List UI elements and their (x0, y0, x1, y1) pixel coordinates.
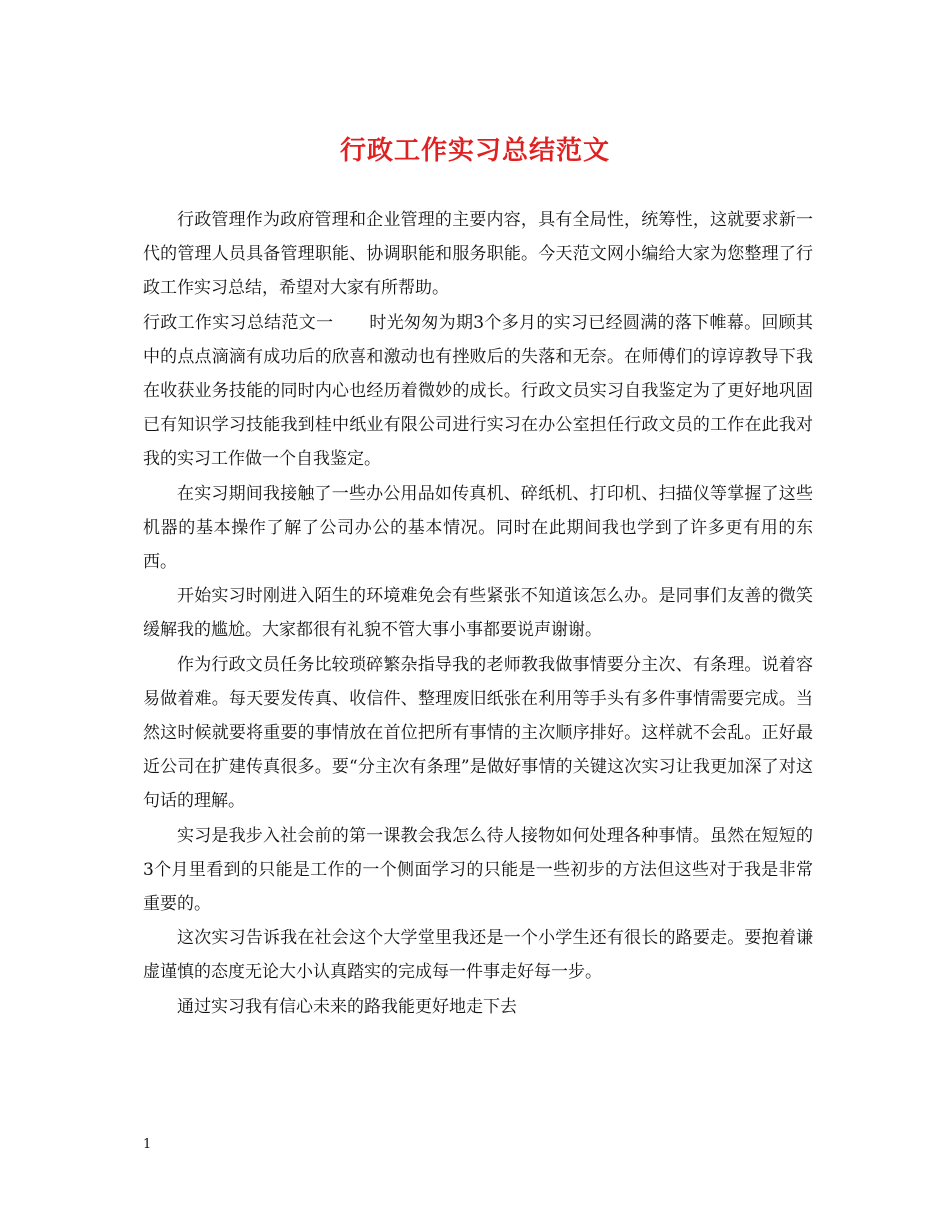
body-paragraph: 实习是我步入社会前的第一课教会我怎么待人接物如何处理各种事情。虽然在短短的3个月里看到的只能是工作的一个侧面学习的只能是一些初步的方法但这些对于我是非常重要的。 (143, 825, 813, 915)
body-paragraph: 通过实习我有信心未来的路我能更好地走下去 (177, 996, 517, 1017)
page-number: 1 (143, 1137, 152, 1152)
section-first-paragraph: 时光匆匆为期3个多月的实习已经圆满的落下帷幕。回顾其中的点点滴滴有成功后的欣喜和激动也有挫败后的失落和无奈。在师傅们的谆谆教导下我在收获业务技能的同时内心也经历着微妙的成长。行政文员实习自我鉴定为了更好地巩固已有知识学习技能我到桂中纸业有限公司进行实习在办公室担任行政文员的工作在此我对我的实习工作做一个自我鉴定。 (143, 312, 813, 470)
intro-paragraph: 行政管理作为政府管理和企业管理的主要内容，具有全局性，统筹性，这就要求新一代的管理人员具备管理职能、协调职能和服务职能。今天范文网小编给大家为您整理了行政工作实习总结，希望对大家有所帮助。 (143, 210, 813, 299)
body-paragraph: 这次实习告诉我在社会这个大学堂里我还是一个小学生还有很长的路要走。要抱着谦虚谨慎的态度无论大小认真踏实的完成每一件事走好每一步。 (143, 928, 813, 983)
body-paragraph: 作为行政文员任务比较琐碎繁杂指导我的老师教我做事情要分主次、有条理。说着容易做着难。每天要发传真、收信件、整理废旧纸张在利用等手头有多件事情需要完成。当然这时候就要将重要的事情放在首位把所有事情的主次顺序排好。这样就不会乱。正好最近公司在扩建传真很多。要“分主次有条理”是做好事情的关键这次实习让我更加深了对这句话的理解。 (143, 654, 813, 812)
section-heading: 行政工作实习总结范文一 (143, 312, 334, 333)
section-first-paragraph-block (143, 306, 813, 477)
document-body (143, 203, 813, 1024)
body-paragraph: 开始实习时刚进入陌生的环境难免会有些紧张不知道该怎么办。是同事们友善的微笑缓解我的尴尬。大家都很有礼貌不管大事小事都要说声谢谢。 (143, 586, 813, 641)
document-title: 行政工作实习总结范文 (339, 136, 610, 166)
body-paragraph: 在实习期间我接触了一些办公用品如传真机、碎纸机、打印机、扫描仪等掌握了这些机器的基本操作了解了公司办公的基本情况。同时在此期间我也学到了许多更有用的东西。 (143, 483, 813, 573)
